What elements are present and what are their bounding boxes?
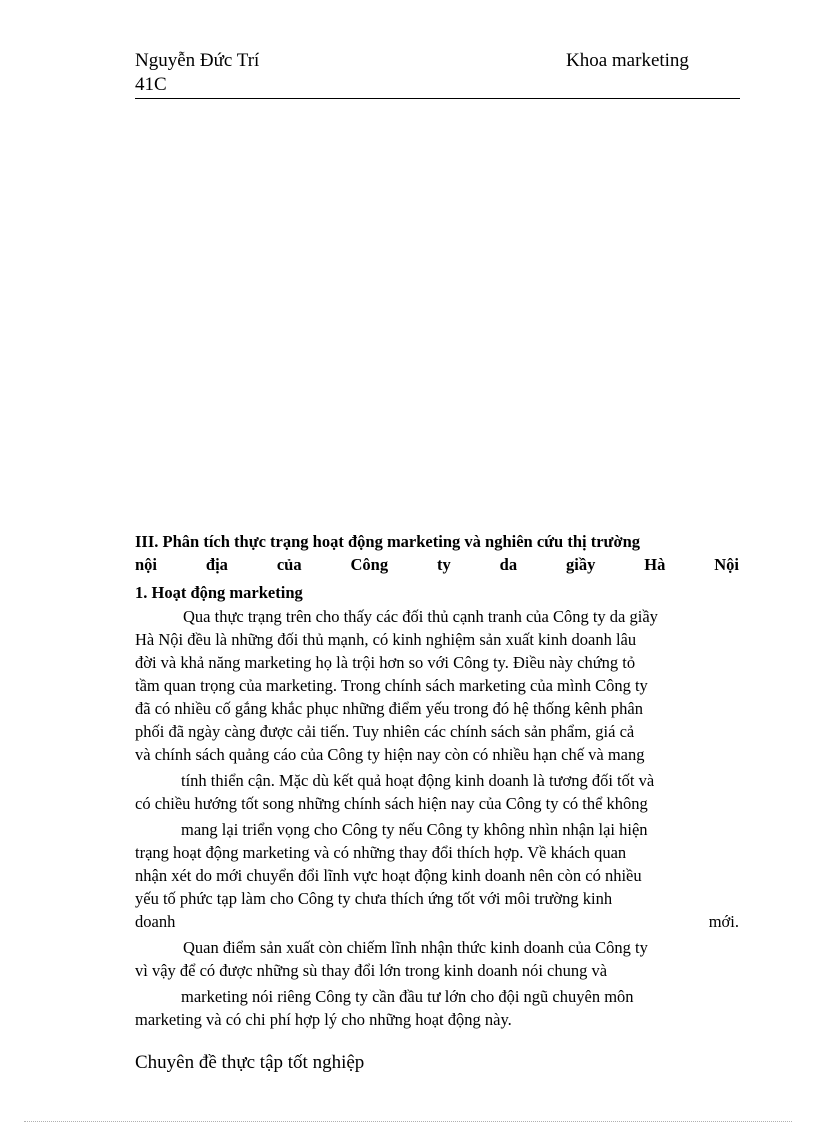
title-word: nội [135, 555, 158, 574]
paragraph-line: marketing nói riêng Công ty cần đầu tư lớn cho đội ngũ chuyên môn [181, 987, 634, 1006]
header-department: Khoa marketing [566, 50, 689, 71]
section-title-line-2 [135, 554, 739, 576]
title-word: giầy [566, 555, 596, 574]
paragraph-line: trạng hoạt động marketing và có những thay đổi thích hợp. Về khách quan [135, 843, 627, 862]
paragraph-line: mang lại triển vọng cho Công ty nếu Công ty không nhìn nhận lại hiện [181, 820, 648, 839]
paragraph-line: và chính sách quảng cáo của Công ty hiện nay còn có nhiều hạn chế và mang [135, 745, 645, 764]
paragraph-line: marketing và có chi phí hợp lý cho những hoạt động này. [135, 1010, 512, 1029]
title-word: địa [205, 555, 228, 574]
paragraph-line: tính thiển cận. Mặc dù kết quả hoạt động kinh doanh là tương đối tốt và [181, 771, 655, 790]
title-word: da [499, 555, 518, 574]
paragraph-line: có chiều hướng tốt song những chính sách hiện nay của Công ty có thể không [135, 794, 648, 813]
paragraph-line: đã có nhiều cố gắng khắc phục những điểm yếu trong đó hệ thống kênh phân [135, 699, 643, 718]
subheading: 1. Hoạt động marketing [135, 583, 303, 602]
section-title-line-1: III. Phân tích thực trạng hoạt động marketing và nghiên cứu thị trường [135, 532, 641, 551]
title-word: Hà [644, 555, 666, 574]
paragraph-line: tầm quan trọng của marketing. Trong chính sách marketing của mình Công ty [135, 676, 648, 695]
paragraph-word: mới. [708, 912, 739, 931]
paragraph-line: Hà Nội đều là những đối thủ mạnh, có kinh nghiệm sản xuất kinh doanh lâu [135, 630, 637, 649]
title-word: ty [437, 555, 451, 574]
header-author: Nguyễn Đức Trí [135, 50, 260, 71]
title-word: của [276, 555, 302, 574]
paragraph-line: đời và khả năng marketing họ là trội hơn so với Công ty. Điều này chứng tỏ [135, 653, 636, 672]
paragraph-line: vì vậy để có được những sù thay đổi lớn trong kinh doanh nói chung và [135, 961, 608, 980]
page-bottom-dotted-rule [24, 1121, 792, 1122]
footer-text: Chuyên đề thực tập tốt nghiệp [135, 1052, 365, 1073]
header-rule [135, 98, 740, 99]
paragraph-line: phối đã ngày càng được cải tiến. Tuy nhiên các chính sách sản phẩm, giá cả [135, 722, 635, 741]
title-word: Nội [714, 555, 739, 574]
header-class: 41C [135, 74, 167, 95]
paragraph-word: doanh [135, 912, 176, 931]
paragraph-line: nhận xét do mới chuyển đổi lĩnh vực hoạt động kinh doanh nên còn có nhiều [135, 866, 642, 885]
paragraph-line: yếu tố phức tạp làm cho Công ty chưa thích ứng tốt với môi trường kinh [135, 889, 613, 908]
title-word: Công [350, 555, 389, 574]
paragraph-line: Quan điểm sản xuất còn chiếm lĩnh nhận thức kinh doanh của Công ty [183, 938, 648, 957]
paragraph-line: Qua thực trạng trên cho thấy các đối thủ cạnh tranh của Công ty da giầy [183, 607, 658, 626]
paragraph-line-justified [135, 911, 739, 933]
